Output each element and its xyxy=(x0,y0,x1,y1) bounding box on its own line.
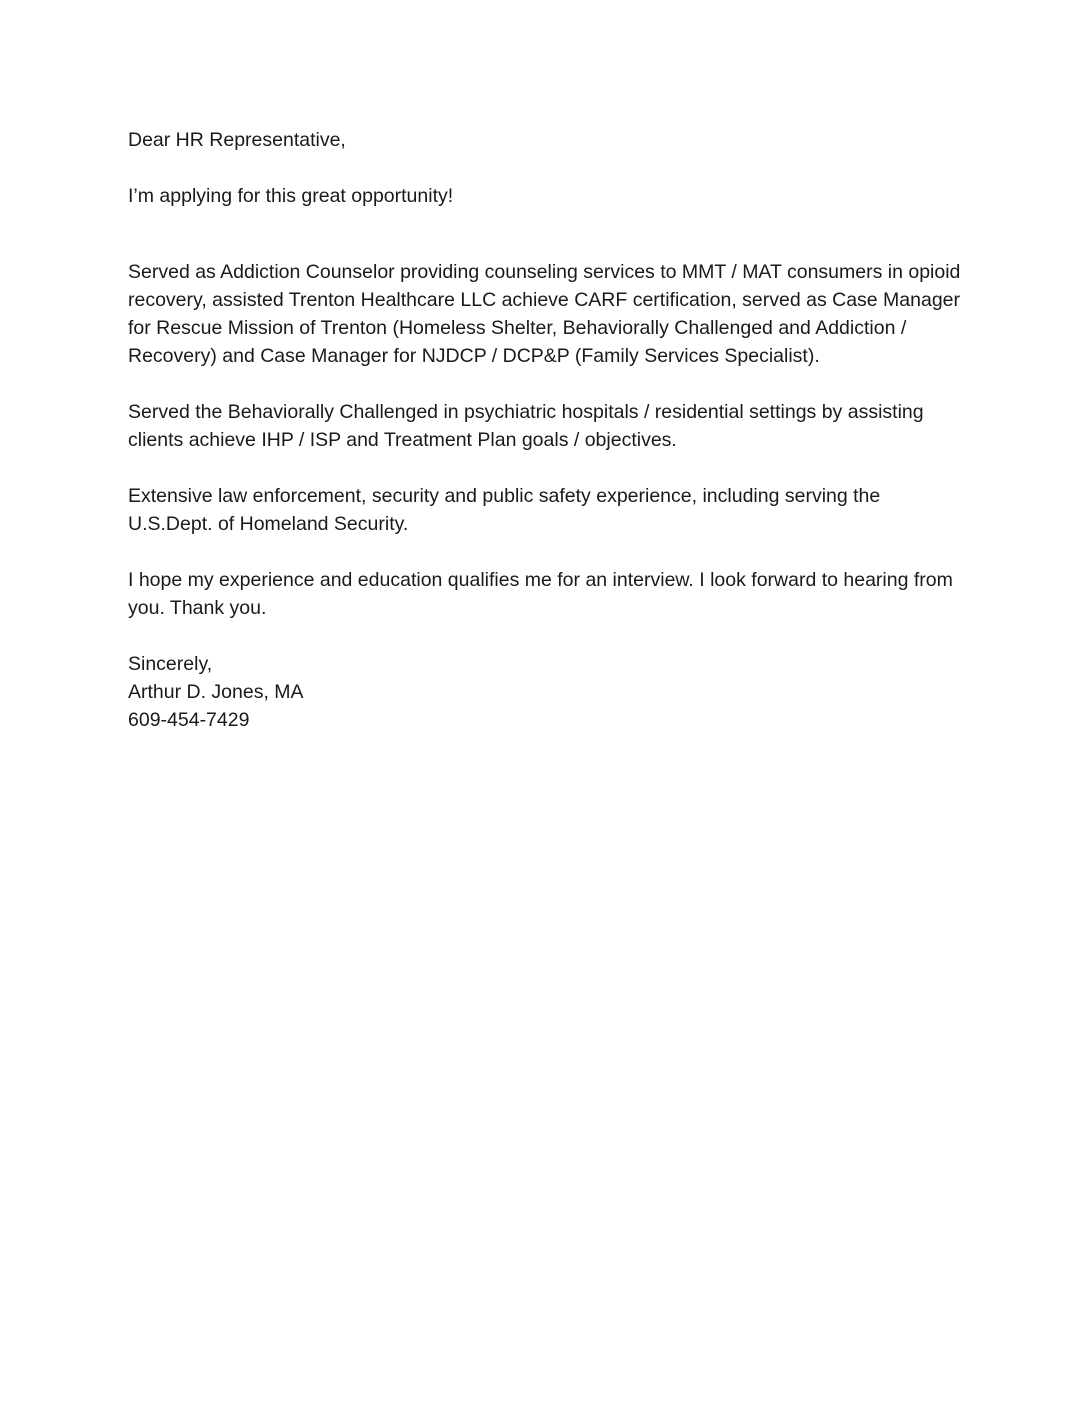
closing: Sincerely, xyxy=(128,653,213,675)
body-paragraph: Served as Addiction Counselor providing counseling services to MMT / MAT consumers in opioid recovery, assisted Trenton Healthcare LLC achieve CARF certification, served as Case Manager for Rescue Mission of Trenton (Homeless Shelter, Behaviorally Challenged and Addiction / Recovery) and Case Manager for NJDCP / DCP&P (Family Services Specialist). xyxy=(128,261,961,367)
body-paragraph: Extensive law enforcement, security and public safety experience, including serving the U.S.Dept. of Homeland Security. xyxy=(128,485,881,535)
body-paragraph: Served the Behaviorally Challenged in psychiatric hospitals / residential settings by assisting clients achieve IHP / ISP and Treatment Plan goals / objectives. xyxy=(128,401,924,451)
opening-line: I’m applying for this great opportunity! xyxy=(128,185,454,207)
signature-block xyxy=(128,650,963,734)
signature-phone: 609-454-7429 xyxy=(128,709,250,731)
body-paragraph: I hope my experience and education qualifies me for an interview. I look forward to hearing from you. Thank you. xyxy=(128,569,953,619)
salutation: Dear HR Representative, xyxy=(128,129,346,151)
signature-name: Arthur D. Jones, MA xyxy=(128,681,304,703)
